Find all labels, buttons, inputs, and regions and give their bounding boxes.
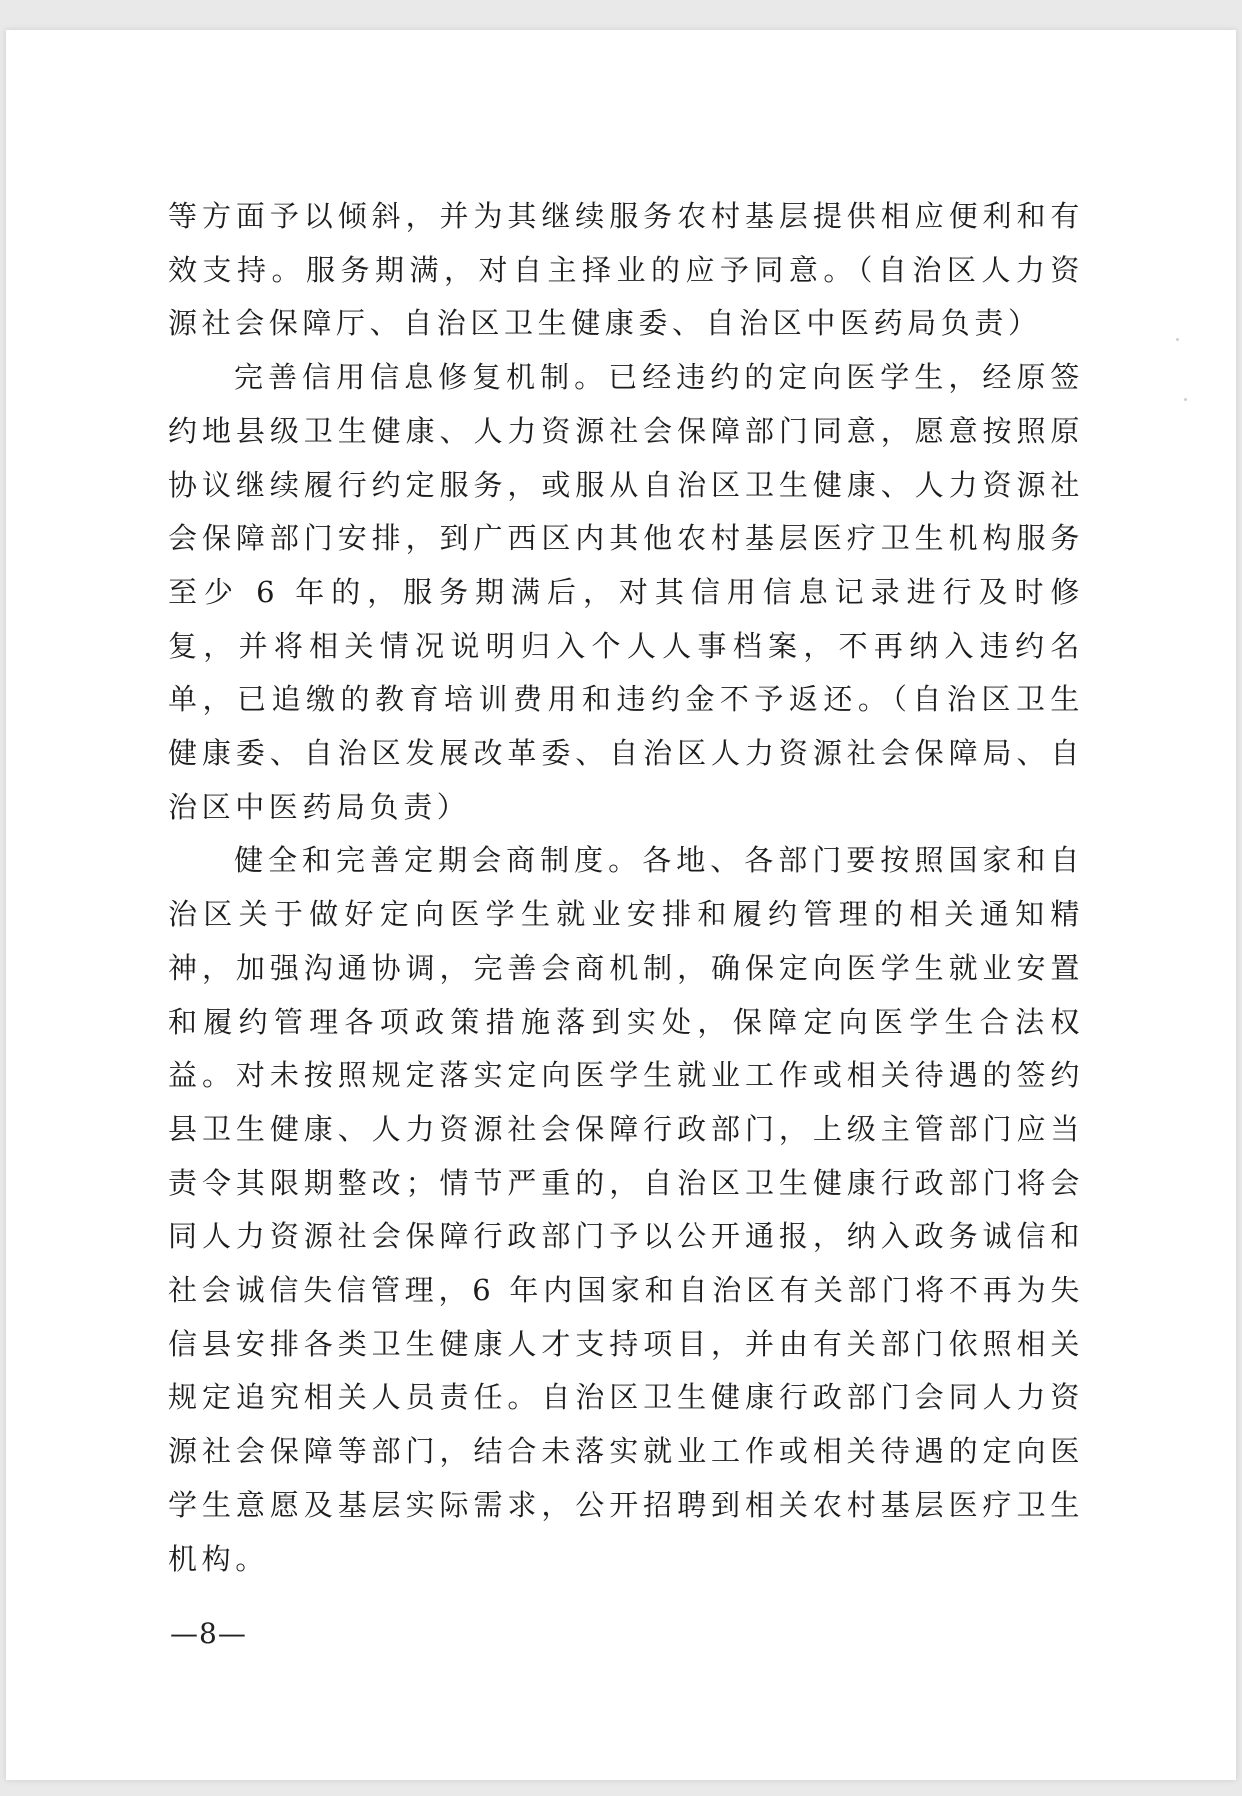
paragraph-credit-repair: 完善信用信息修复机制。已经违约的定向医学生，经原签约地县级卫生健康、人力资源社会保障部门同意，愿意按照原协议继续履行约定服务，或服从自治区卫生健康、人力资源社会保障部门安排，到广西区内其他农村基层医疗卫生机构服务至少 6 年的，服务期满后，对其信用信息记录进行及时修复，并将相关情况说明归入个人人事档案，不再纳入违约名单，已追缴的教育培训费用和违约金不予返还。（自治区卫生健康委、自治区发展改革委、自治区人力资源社会保障局、自治区中医药局负责） [168, 360, 1084, 824]
body-text [168, 190, 1084, 1586]
paragraph-continuation: 等方面予以倾斜，并为其继续服务农村基层提供相应便利和有效支持。服务期满，对自主择业的应予同意。（自治区人力资源社会保障厅、自治区卫生健康委、自治区中医药局负责） [168, 199, 1084, 341]
scan-speck [1184, 398, 1187, 401]
scan-speck [1176, 338, 1179, 341]
page-number: —8— [170, 1617, 247, 1650]
paragraph-consultation-system: 健全和完善定期会商制度。各地、各部门要按照国家和自治区关于做好定向医学生就业安排和履约管理的相关通知精神，加强沟通协调，完善会商机制，确保定向医学生就业安置和履约管理各项政策措施落到实处，保障定向医学生合法权益。对未按照规定落实定向医学生就业工作或相关待遇的签约县卫生健康、人力资源社会保障行政部门，上级主管部门应当责令其限期整改；情节严重的，自治区卫生健康行政部门将会同人力资源社会保障行政部门予以公开通报，纳入政务诚信和社会诚信失信管理，6 年内国家和自治区有关部门将不再为失信县安排各类卫生健康人才支持项目，并由有关部门依照相关规定追究相关人员责任。自治区卫生健康行政部门会同人力资源社会保障等部门，结合未落实就业工作或相关待遇的定向医学生意愿及基层实际需求，公开招聘到相关农村基层医疗卫生机构。 [168, 843, 1084, 1576]
